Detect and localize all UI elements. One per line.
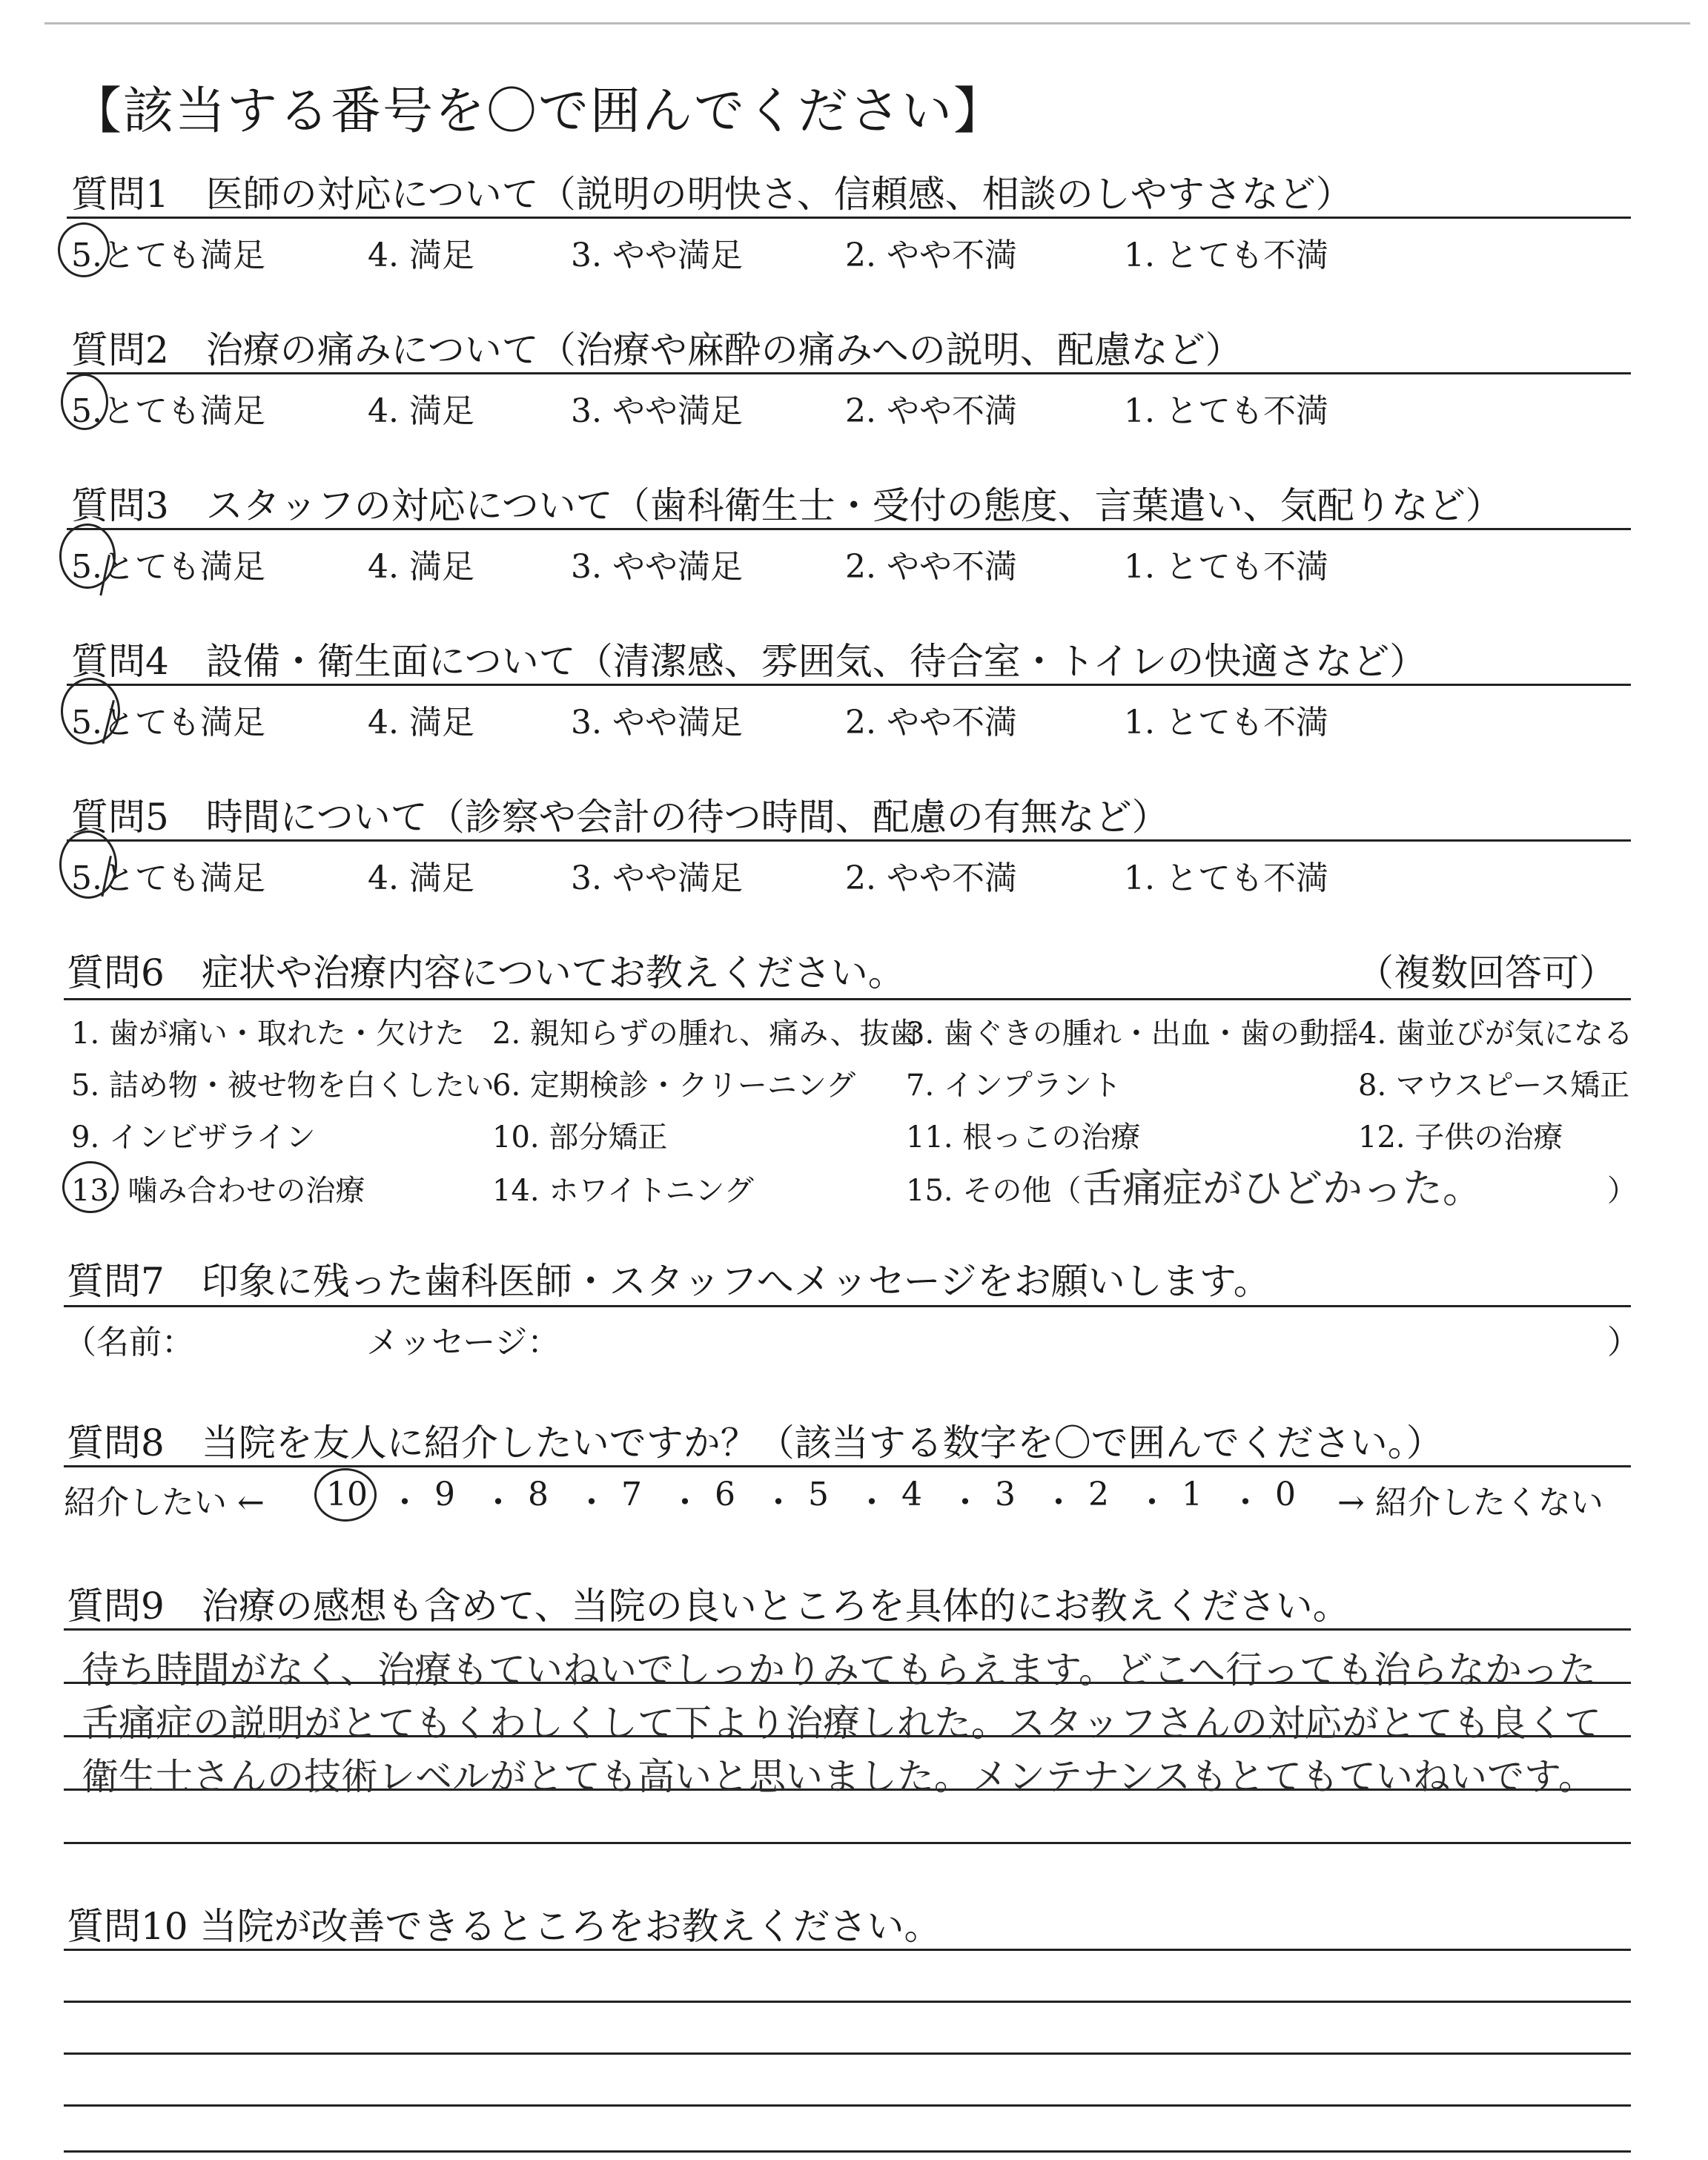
symptom-option-3[interactable]: 3. 歯ぐきの腫れ・出血・歯の動揺 [906, 1017, 1359, 1051]
rating-3[interactable]: 3. やや満足 [571, 548, 743, 586]
answer-line [64, 2104, 1631, 2107]
question-underline [67, 372, 1631, 374]
question-title: 質問6 症状や治療内容についてお教えください。 [67, 951, 905, 994]
page-header: 【該当する番号を〇で囲んでください】 [71, 82, 1006, 141]
scale-8[interactable]: 8 [528, 1476, 549, 1513]
handwritten-answer-line-3: 衛生士さんの技術レベルがとても高いと思いました。メンテナンスもとてもていねいです。 [82, 1755, 1595, 1798]
selection-circle [58, 222, 110, 277]
scale-9[interactable]: 9 [434, 1476, 455, 1513]
rating-5[interactable]: 5.とても満足 [71, 237, 265, 274]
rating-4[interactable]: 4. 満足 [368, 392, 474, 430]
rating-5[interactable]: 5.とても満足 [71, 392, 265, 430]
rating-4[interactable]: 4. 満足 [368, 548, 474, 586]
scale-separator: ・ [482, 1484, 514, 1522]
symptom-option-10[interactable]: 10. 部分矯正 [492, 1120, 668, 1155]
question-underline [67, 217, 1631, 219]
scale-5[interactable]: 5 [808, 1476, 829, 1513]
question-underline [67, 839, 1631, 842]
scale-3[interactable]: 3 [995, 1476, 1016, 1513]
scale-separator: ・ [949, 1484, 982, 1522]
selection-circle [62, 1161, 119, 1213]
symptom-option-5[interactable]: 5. 詰め物・被せ物を白くしたい [71, 1069, 494, 1103]
symptom-option-4[interactable]: 4. 歯並びが気になる [1358, 1017, 1633, 1051]
scale-separator: ・ [762, 1484, 795, 1522]
rating-1[interactable]: 1. とても不満 [1124, 704, 1328, 742]
top-border [44, 22, 1690, 24]
question-title: 質問7 印象に残った歯科医師・スタッフへメッセージをお願いします。 [67, 1260, 1271, 1303]
scale-separator: ・ [1136, 1484, 1168, 1522]
rating-4[interactable]: 4. 満足 [368, 859, 474, 897]
message-label: メッセージ： [366, 1324, 560, 1361]
answer-line [64, 1628, 1631, 1631]
rating-3[interactable]: 3. やや満足 [571, 392, 743, 430]
symptom-option-13[interactable]: 13. 噛み合わせの治療 [71, 1174, 365, 1208]
symptom-option-15[interactable]: 15. その他（ [906, 1174, 1082, 1208]
scale-1[interactable]: 1 [1182, 1476, 1202, 1513]
question-title: 質問1 医師の対応について（説明の明快さ、信頼感、相談のしやすさなど） [71, 173, 1353, 216]
other-close-paren: ） [1607, 1174, 1637, 1208]
symptom-option-9[interactable]: 9. インビザライン [71, 1120, 316, 1155]
rating-5[interactable]: 5.とても満足 [71, 859, 265, 897]
symptom-option-1[interactable]: 1. 歯が痛い・取れた・欠けた [71, 1017, 465, 1051]
rating-5[interactable]: 5.とても満足 [71, 704, 265, 742]
rating-4[interactable]: 4. 満足 [368, 237, 474, 274]
rating-2[interactable]: 2. やや不満 [845, 704, 1017, 742]
other-handwritten-answer: 舌痛症がひどかった。 [1082, 1165, 1483, 1212]
scale-0[interactable]: 0 [1275, 1476, 1296, 1513]
scale-separator: ・ [855, 1484, 888, 1522]
answer-line [64, 2150, 1631, 2153]
rating-2[interactable]: 2. やや不満 [845, 392, 1017, 430]
rating-2[interactable]: 2. やや不満 [845, 859, 1017, 897]
handwritten-answer-line-1: 待ち時間がなく、治療もていねいでしっかりみてもらえます。どこへ行っても治らなかった [82, 1648, 1596, 1691]
scale-separator: ・ [388, 1484, 421, 1522]
symptom-option-2[interactable]: 2. 親知らずの腫れ、痛み、抜歯 [492, 1017, 919, 1051]
handwritten-answer-line-2: 舌痛症の説明がとてもくわしくして下より治療しれた。スタッフさんの対応がとても良くて [82, 1702, 1601, 1745]
scale-separator: ・ [1229, 1484, 1262, 1522]
answer-line [64, 1842, 1631, 1844]
scale-2[interactable]: 2 [1088, 1476, 1109, 1513]
scale-separator: ・ [1042, 1484, 1075, 1522]
symptom-option-12[interactable]: 12. 子供の治療 [1358, 1120, 1563, 1155]
selection-circle [61, 374, 108, 430]
symptom-option-11[interactable]: 11. 根っこの治療 [906, 1120, 1141, 1155]
rating-5[interactable]: 5.とても満足 [71, 548, 265, 586]
selection-circle [314, 1468, 377, 1522]
rating-3[interactable]: 3. やや満足 [571, 704, 743, 742]
rating-2[interactable]: 2. やや不満 [845, 237, 1017, 274]
answer-line [64, 2052, 1631, 2055]
recommend-left-label: 紹介したい ← [64, 1484, 265, 1522]
rating-1[interactable]: 1. とても不満 [1124, 548, 1328, 586]
rating-1[interactable]: 1. とても不満 [1124, 237, 1328, 274]
question-underline [67, 528, 1631, 530]
scale-6[interactable]: 6 [715, 1476, 735, 1513]
scale-10[interactable]: 10 [326, 1476, 368, 1513]
rating-1[interactable]: 1. とても不満 [1124, 859, 1328, 897]
multiple-answers-note: （複数回答可） [1357, 951, 1616, 994]
question-underline [64, 1465, 1631, 1467]
scale-separator: ・ [575, 1484, 608, 1522]
question-title: 質問2 治療の痛みについて（治療や麻酔の痛みへの説明、配慮など） [71, 328, 1242, 371]
rating-4[interactable]: 4. 満足 [368, 704, 474, 742]
message-close-paren: ） [1607, 1324, 1640, 1361]
question-title: 質問4 設備・衛生面について（清潔感、雰囲気、待合室・トイレの快適さなど） [71, 640, 1427, 683]
question-title: 質問9 治療の感想も含めて、当院の良いところを具体的にお教えください。 [67, 1585, 1350, 1628]
question-title: 質問10 当院が改善できるところをお教えください。 [67, 1905, 941, 1948]
rating-3[interactable]: 3. やや満足 [571, 859, 743, 897]
name-label: （名前： [64, 1324, 194, 1361]
symptom-option-14[interactable]: 14. ホワイトニング [492, 1174, 754, 1208]
rating-3[interactable]: 3. やや満足 [571, 237, 743, 274]
question-title: 質問5 時間について（診察や会計の待つ時間、配慮の有無など） [71, 796, 1169, 839]
symptom-option-6[interactable]: 6. 定期検診・クリーニング [492, 1069, 856, 1103]
scale-7[interactable]: 7 [621, 1476, 642, 1513]
question-underline [64, 1305, 1631, 1307]
answer-line [64, 1949, 1631, 1951]
question-underline [64, 998, 1631, 1000]
symptom-option-7[interactable]: 7. インプラント [906, 1069, 1122, 1103]
question-title: 質問3 スタッフの対応について（歯科衛生士・受付の態度、言葉遣い、気配りなど） [71, 484, 1503, 527]
scale-separator: ・ [669, 1484, 701, 1522]
scale-4[interactable]: 4 [901, 1476, 922, 1513]
rating-1[interactable]: 1. とても不満 [1124, 392, 1328, 430]
answer-line [64, 2001, 1631, 2003]
question-underline [67, 684, 1631, 686]
rating-2[interactable]: 2. やや不満 [845, 548, 1017, 586]
recommend-right-label: → 紹介したくない [1337, 1484, 1603, 1522]
question-title: 質問8 当院を友人に紹介したいですか？（該当する数字を〇で囲んでください。） [67, 1421, 1443, 1464]
symptom-option-8[interactable]: 8. マウスピース矯正 [1358, 1069, 1630, 1103]
